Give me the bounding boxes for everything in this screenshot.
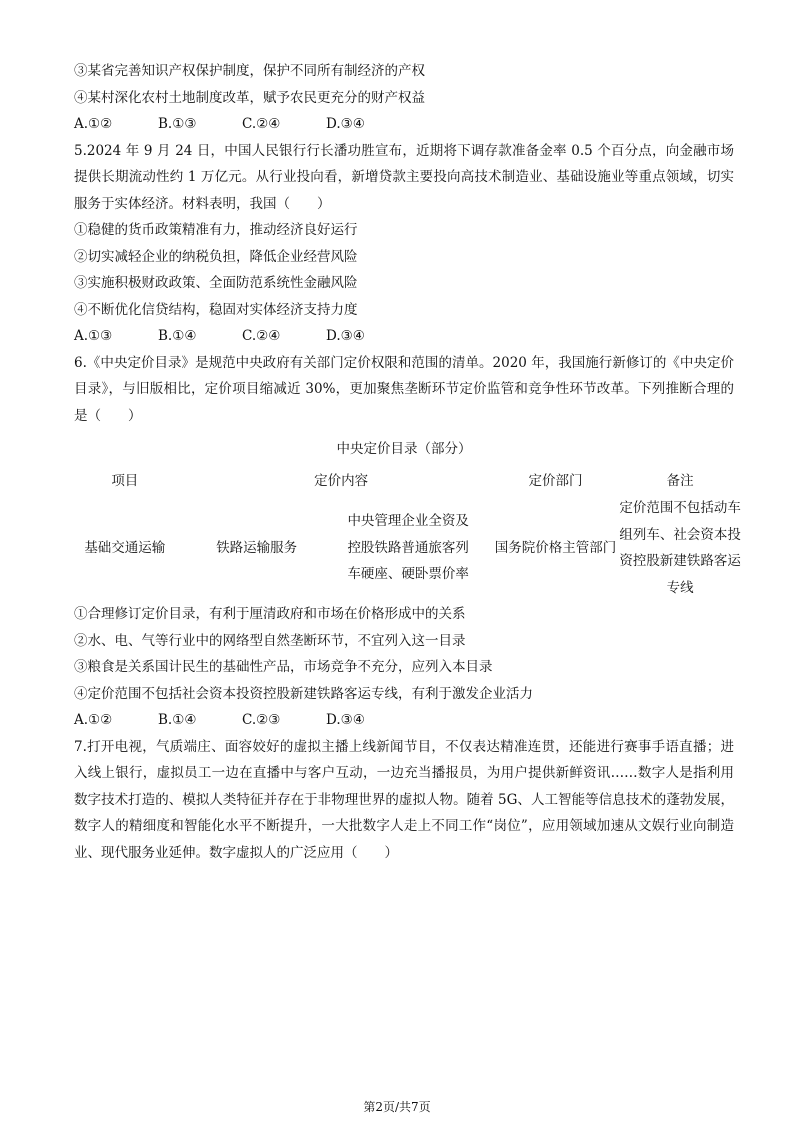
- q6-choice-d[interactable]: D.③④: [326, 712, 365, 728]
- q6-item-4: ④定价范围不包括社会资本投资控股新建铁路客运专线，有利于激发企业活力: [74, 685, 533, 702]
- pricing-table: [62, 463, 742, 601]
- q6-choice-b[interactable]: B.①④: [158, 712, 197, 728]
- q6-choice-a[interactable]: A.①②: [74, 712, 113, 728]
- q4-choice-d[interactable]: D.③④: [326, 116, 365, 132]
- q7-stem: 7.打开电视，气质端庄、面容姣好的虚拟主播上线新闻节目，不仅表达精准连贯，还能进行赛事手语直播；进入线上银行，虚拟员工一边在直播中与客户互动，一边充当播报员，为用户提供新鲜资讯……数字人是指利用数字技术打造的、模拟人类特征并存在于非物理世界的虚拟人物。随着 5G、人工智能等信息技术的蓬勃发展，数字人的精细度和智能化水平不断提升，一大批数字人走上不同工作“岗位”，应用领域加速从文娱行业向制造业、现代服务业延伸。数字虚拟人的广泛应用（ ）: [74, 738, 734, 861]
- header-note: 备注: [666, 473, 694, 489]
- q6-choices: [74, 707, 734, 734]
- q5-item-1: ①稳健的货币政策精准有力，推动经济良好运行: [74, 222, 358, 238]
- cell-note: 定价范围不包括动车 组列车、社会资本投 资控股新建铁路客运 专线: [619, 500, 741, 596]
- q5-choice-d[interactable]: D.③④: [326, 328, 365, 344]
- q4-choice-c[interactable]: C.②④: [242, 116, 281, 132]
- q4-option-3: ③某省完善知识产权保护制度，保护不同所有制经济的产权: [74, 63, 425, 79]
- page-footer: 第2页/共7页: [363, 1100, 431, 1114]
- q4-choices: [74, 111, 734, 138]
- q6-item-2: ②水、电、气等行业中的网络型自然垄断环节，不宜列入这一目录: [74, 632, 466, 649]
- cell-item: 基础交通运输: [84, 539, 166, 556]
- cell-content: 中央管理企业全资及 控股铁路普通旅客列 车硬座、硬卧票价率: [347, 513, 469, 583]
- header-item: 项目: [111, 473, 139, 489]
- q5-choices: [74, 323, 734, 350]
- q5-stem: 5.2024 年 9 月 24 日，中国人民银行行长潘功胜宣布，近期将下调存款准备金率 0.5 个百分点，向金融市场提供长期流动性约 1 万亿元。从行业投向看，新增贷款主要投向高技术制造业、基础设施业等重点领域，切实服务于实体经济。材料表明，我国（ ）: [74, 142, 734, 212]
- header-department: 定价部门: [528, 473, 583, 489]
- q6-item-1: ①合理修订定价目录，有利于厘清政府和市场在价格形成中的关系: [74, 606, 466, 622]
- q5-item-4: ④不断优化信贷结构，稳固对实体经济支持力度: [74, 301, 358, 318]
- q4-choice-a[interactable]: A.①②: [74, 116, 113, 132]
- q6-stem: 6.《中央定价目录》是规范中央政府有关部门定价权限和范围的清单。2020 年，我国施行新修订的《中央定价目录》，与旧版相比，定价项目缩减近 30%，更加聚焦垄断环节定价监管和竞争性环节改革。下列推断合理的是（ ）: [74, 354, 734, 424]
- q5-item-3: ③实施积极财政政策、全面防范系统性金融风险: [74, 275, 358, 291]
- cell-department: 国务院价格主管部门: [494, 539, 617, 556]
- q5-choice-c[interactable]: C.②④: [242, 328, 281, 344]
- cell-sub-item: 铁路运输服务: [216, 539, 298, 556]
- page-content: [74, 58, 741, 866]
- q5-item-2: ②切实减轻企业的纳税负担，降低企业经营风险: [74, 248, 358, 265]
- header-content: 定价内容: [314, 473, 369, 489]
- q4-choice-b[interactable]: B.①③: [158, 116, 197, 132]
- q5-choice-a[interactable]: A.①③: [74, 328, 113, 344]
- table-header-row: [62, 463, 742, 495]
- table-row: [62, 495, 742, 601]
- table-caption: 中央定价目录（部分）: [336, 441, 472, 457]
- q6-choice-c[interactable]: C.②③: [242, 712, 281, 728]
- q4-option-4: ④某村深化农村土地制度改革，赋予农民更充分的财产权益: [74, 89, 425, 106]
- q5-choice-b[interactable]: B.①④: [158, 328, 197, 344]
- q6-item-3: ③粮食是关系国计民生的基础性产品，市场竞争不充分，应列入本目录: [74, 659, 493, 675]
